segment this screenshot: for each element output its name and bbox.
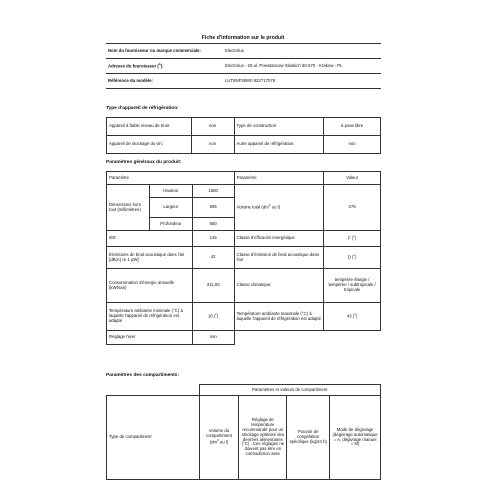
- max-temp-label: Température ambiante maximale (°C) à laquelle l'appareil de réfrigération est adapté: [234, 303, 324, 331]
- appliance-type-row: [107, 136, 381, 154]
- page-title: Fiche d'information sur le produit: [201, 35, 285, 41]
- noise-emission-label: Émissions de bruit acoustique dans l'air [dB(A) re 1 pW]: [107, 247, 193, 269]
- appliance-type-row: [107, 118, 381, 136]
- value-header: Valeur: [324, 172, 381, 185]
- noise-class-value: D ($^c$): [324, 247, 381, 269]
- general-parameters-table: [106, 171, 381, 345]
- annual-energy-value: 311,00: [192, 269, 234, 303]
- supplier-address-label: Adresse du fournisseur ($^b$):: [106, 59, 223, 74]
- total-volume-value: 279: [324, 185, 381, 231]
- supplier-address-value: Electrolux - 26 ul. Powstancow Slaskich 30-570 - Krakow - PL: [223, 59, 381, 74]
- other-appliance-label: Autre appareil de réfrigération:: [234, 136, 324, 154]
- max-temp-value: 43 ($^c$): [324, 303, 381, 331]
- climate-class-value: tempérée élargie / tempérée / subtropicale / tropicale: [324, 269, 381, 303]
- wine-storage-value: non: [191, 136, 234, 154]
- low-noise-label: Appareil à faible niveau de bruit: [107, 118, 192, 136]
- param-header: Paramètre: [234, 172, 324, 185]
- supplier-name-label: Nom du fournisseur ou marque commerciale:: [106, 44, 223, 59]
- height-value: 1860: [192, 185, 234, 198]
- min-temp-value: 10 ($^c$): [192, 303, 234, 331]
- recommended-temp-header: Réglage de température recommandé pour un stockage optimisé des denrées alimentaires (°C) . Ces réglages ne doivent pas être en contradiction avec: [239, 396, 287, 480]
- height-label: Hauteur: [149, 185, 192, 198]
- wine-storage-label: Appareil de stockage du vin:: [107, 136, 192, 154]
- defrost-mode-header: Mode de dégivrage (dégivrage automatique = A, dégivrage manuel = M): [330, 396, 381, 480]
- compartment-group-header: Paramètres et valeurs de compartiment: [199, 385, 381, 396]
- supplier-table: [106, 43, 381, 89]
- iee-value: 125: [192, 231, 234, 247]
- low-noise-value: non: [191, 118, 234, 136]
- supplier-name-value: Electrolux: [223, 44, 381, 59]
- general-parameters-heading: Paramètres généraux du produit:: [106, 160, 182, 165]
- width-label: Largeur: [149, 198, 192, 218]
- freezing-capacity-header: Pouvoir de congélation spécifique (kg/24 h): [287, 396, 330, 480]
- width-value: 595: [192, 198, 234, 218]
- noise-class-label: Classe d'émission de bruit acoustique dans l'air: [234, 247, 324, 269]
- min-temp-label: Température ambiante minimale (°C) à laquelle l'appareil de réfrigération est adapté: [107, 303, 193, 331]
- iee-label: IEE: [107, 231, 193, 247]
- depth-value: 650: [192, 218, 234, 231]
- compartment-parameters-heading: Paramètres des compartiments:: [106, 373, 180, 378]
- model-reference-label: Référence du modèle:: [106, 74, 223, 89]
- compartment-volume-header: Volume du compartiment ($dm^3$ ou l): [199, 396, 239, 480]
- other-appliance-value: non: [324, 136, 381, 154]
- noise-emission-value: 42: [192, 247, 234, 269]
- climate-class-label: Classe climatique:: [234, 269, 324, 303]
- dimensions-label: Dimensions hors tout (millimètres): [107, 185, 150, 231]
- compartment-type-label: Type de compartiment: [107, 396, 200, 480]
- construction-type-value: à pose libre: [324, 118, 381, 136]
- construction-type-label: Type de construction: [234, 118, 324, 136]
- energy-class-value: F ($^c$): [324, 231, 381, 247]
- winter-setting-value: non: [192, 331, 234, 345]
- energy-class-label: Classe d'efficacité énergétique: [234, 231, 324, 247]
- annual-energy-label: Consommation d'énergie annuelle (kWh/an): [107, 269, 193, 303]
- compartment-parameters-table: [106, 384, 381, 480]
- appliance-type-table: [106, 117, 381, 154]
- appliance-type-heading: Type d'appareil de réfrigération:: [106, 106, 179, 111]
- total-volume-label: Volume total ($dm^3$ ou l): [234, 185, 324, 231]
- depth-label: Profondeur: [149, 218, 192, 231]
- param-header: Paramètre: [107, 172, 235, 185]
- model-reference-value: LUT6NF28W0 922717078: [223, 74, 381, 89]
- winter-setting-label: Réglage hiver: [107, 331, 193, 345]
